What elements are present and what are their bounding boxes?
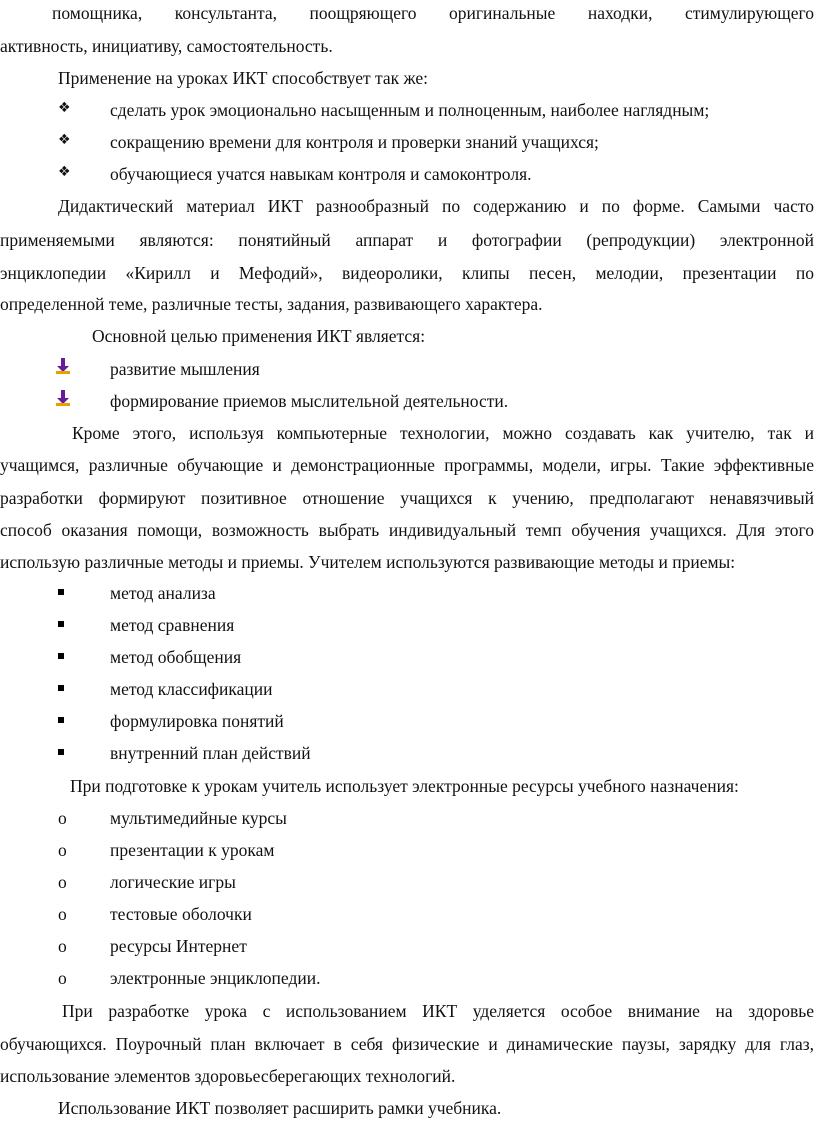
list-item: метод классификации	[110, 679, 273, 699]
paragraph-text: При подготовке к урокам учитель использует электронные ресурсы учебного назначения:	[70, 776, 739, 796]
list-item: метод анализа	[110, 583, 216, 603]
paragraph-line: учащимся, различные обучающие и демонстрационные программы, модели, игры. Такие эффективные	[0, 455, 814, 475]
paragraph-line: обучающихся. Поурочный план включает в себя физические и динамические паузы, зарядку для глаз,	[0, 1034, 814, 1054]
square-bullet-icon	[58, 749, 64, 755]
square-bullet-icon	[58, 621, 64, 627]
paragraph-line: применяемыми являются: понятийный аппарат и фотографии (репродукции) электронной	[0, 230, 814, 250]
paragraph-line: При разработке урока с использованием ИКТ уделяется особое внимание на здоровье	[62, 1001, 814, 1021]
list-item: обучающиеся учатся навыкам контроля и самоконтроля.	[110, 164, 532, 184]
list-item: логические игры	[110, 872, 236, 892]
list-item: ресурсы Интернет	[110, 936, 247, 956]
list-item: мультимедийные курсы	[110, 808, 287, 828]
down-arrow-bullet-icon	[56, 390, 70, 406]
list-item: презентации к урокам	[110, 840, 275, 860]
list-item: сделать урок эмоционально насыщенным и полноценным, наиболее наглядным;	[110, 100, 710, 120]
square-bullet-icon	[58, 685, 64, 691]
square-bullet-icon	[58, 717, 64, 723]
paragraph-line: использую различные методы и приемы. Учителем используются развивающие методы и приемы:	[0, 552, 736, 572]
list-item: формулировка понятий	[110, 711, 284, 731]
list-item: метод сравнения	[110, 615, 235, 635]
diamond-bullet-icon: ❖	[58, 164, 71, 180]
paragraph-line: энциклопедии «Кирилл и Мефодий», видеоролики, клипы песен, мелодии, презентации по	[0, 263, 814, 283]
paragraph-text: Основной целью применения ИКТ является:	[92, 326, 426, 346]
circle-bullet-icon: o	[58, 808, 67, 828]
diamond-bullet-icon: ❖	[58, 100, 71, 116]
circle-bullet-icon: o	[58, 968, 67, 988]
list-item: сокращению времени для контроля и проверки знаний учащихся;	[110, 132, 599, 152]
circle-bullet-icon: o	[58, 840, 67, 860]
paragraph-line: разработки формируют позитивное отношение учащихся к учению, предполагают ненавязчивый	[0, 488, 814, 508]
list-item: внутренний план действий	[110, 743, 311, 763]
list-item: формирование приемов мыслительной деятельности.	[110, 391, 509, 411]
paragraph-line: активность, инициативу, самостоятельность.	[0, 36, 333, 56]
paragraph-line: использование элементов здоровьесберегающих технологий.	[0, 1066, 456, 1086]
square-bullet-icon	[58, 589, 64, 595]
paragraph-line: Дидактический материал ИКТ разнообразный по содержанию и по форме. Самыми часто	[58, 196, 814, 216]
paragraph-text: Использование ИКТ позволяет расширить рамки учебника.	[58, 1098, 502, 1118]
square-bullet-icon	[58, 653, 64, 659]
paragraph-line: определенной теме, различные тесты, задания, развивающего характера.	[0, 294, 543, 314]
paragraph-text: Применение на уроках ИКТ способствует так же:	[58, 68, 428, 88]
paragraph-line: помощника, консультанта, поощряющего оригинальные находки, стимулирующего	[52, 3, 814, 23]
list-item: развитие мышления	[110, 359, 260, 379]
circle-bullet-icon: o	[58, 904, 67, 924]
diamond-bullet-icon: ❖	[58, 132, 71, 148]
paragraph-line: способ оказания помощи, возможность выбрать индивидуальный темп обучения учащихся. Для этого	[0, 520, 814, 540]
circle-bullet-icon: o	[58, 936, 67, 956]
paragraph-line: Кроме этого, используя компьютерные технологии, можно создавать как учителю, так и	[72, 423, 814, 443]
list-item: электронные энциклопедии.	[110, 968, 321, 988]
list-item: метод обобщения	[110, 647, 242, 667]
circle-bullet-icon: o	[58, 872, 67, 892]
list-item: тестовые оболочки	[110, 904, 252, 924]
down-arrow-bullet-icon	[56, 358, 70, 374]
